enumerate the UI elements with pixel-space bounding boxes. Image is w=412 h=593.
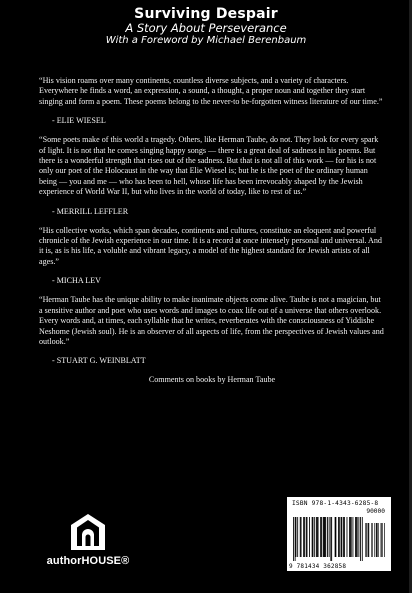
ean-digits: 9 781434 362858	[289, 563, 347, 570]
endorsement-quote: “Herman Taube has the unique ability to make inanimate objects come alive. Taube is not a magician, but a sensitive author and poet who uses words and images to coax life out of a universe that others overlook. Every words and, at times, each syllable that he writes, reverberates with the consciousness of Yiddishe Neshome (Jewish soul). He is an observer of all aspects of life, from the perspectives of Jewish values and outlook.”	[39, 295, 384, 346]
endorsement-attribution: - MICHA LEV	[52, 276, 102, 286]
cover-header	[0, 6, 412, 47]
book-title: Surviving Despair	[134, 6, 278, 22]
barcode-bars	[293, 509, 385, 561]
endorsement-attribution: - ELIE WIESEL	[52, 116, 106, 126]
comments-note: Comments on books by Herman Taube	[148, 375, 276, 385]
endorsement-quote: “Some poets make of this world a tragedy. Others, like Herman Taube, do not. They look for every spark of light. It is not that he comes singing happy songs — there is a great deal of sadness in his poems. But there is a wonderful strength that rises out of the sadness. But that is not all of this work — for his is not only our poet of the Holocaust in the way that Elie Wiesel is; but he is the poet of the ordinary human being — you and me — who has been to hell, whose life has been irrevocably shaped by the Jewish experience of World War II, but who lives in the world of today, like to rest of us.”	[39, 135, 379, 197]
endorsement-quote: “His vision roams over many continents, countless diverse subjects, and a variety of characters. Everywhere he finds a word, an expression, a sound, a thought, a proper noun and together they start singing and form a poem. These poems belong to the never-to be-forgotten witness literature of our time.”	[39, 76, 383, 106]
isbn-label: ISBN 978-1-4343-6285-8	[292, 500, 379, 507]
endorsements	[39, 76, 385, 385]
endorsement-attribution: - MERRILL LEFFLER	[52, 206, 129, 216]
publisher-name: authorHOUSE®	[46, 555, 130, 567]
book-subtitle: A Story About Perseverance	[125, 21, 287, 35]
foreword-credit: With a Foreword by Michael Berenbaum	[105, 35, 307, 46]
publisher-logo	[32, 512, 144, 567]
endorsement-attribution: - STUART G. WEINBLATT	[52, 356, 146, 366]
price-code: 90000	[366, 508, 385, 515]
authorhouse-logo-icon	[68, 512, 108, 552]
isbn-barcode	[287, 497, 391, 571]
endorsement-quote: “His collective works, which span decades, continents and cultures, constitute an eloquent and powerful chronicle of the Jewish experience in our time. It is a record at once intensely personal and universal. And it is, as is his life, a voluble and vibrant legacy, a model of the highest standard for Jewish artists of all ages.”	[39, 225, 382, 266]
